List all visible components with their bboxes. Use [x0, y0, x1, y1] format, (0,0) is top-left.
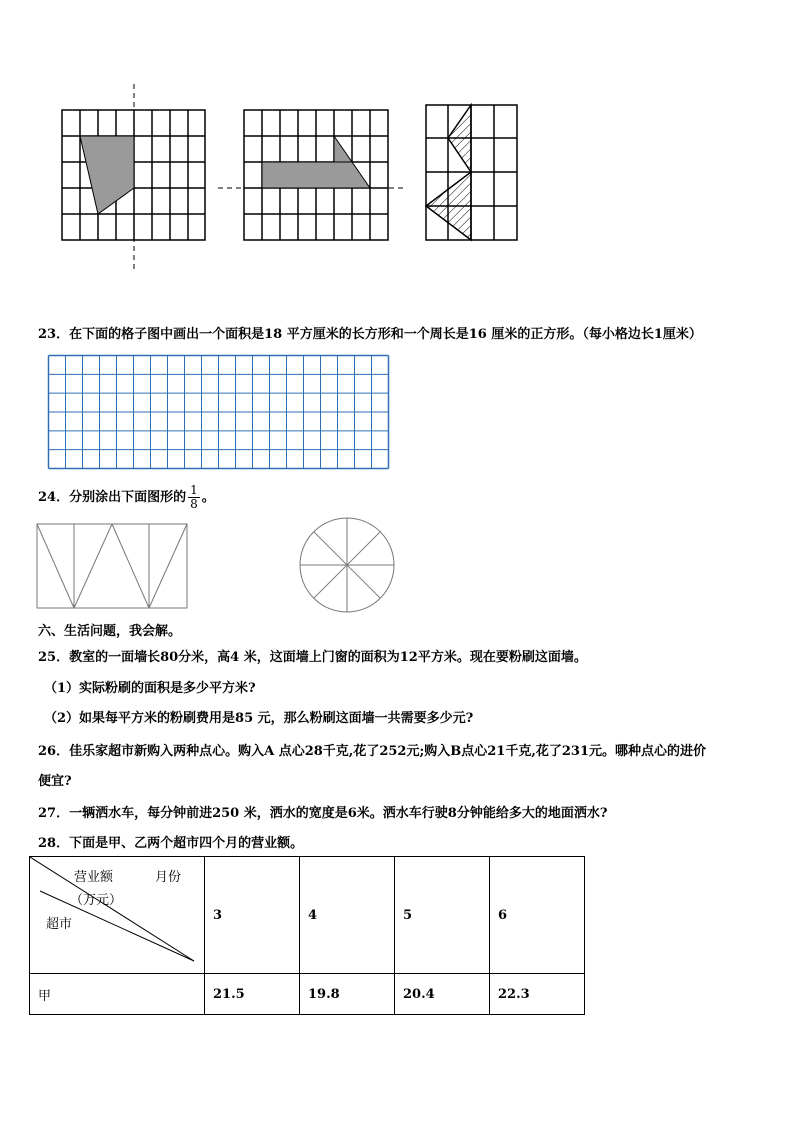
cell-value: 21.5: [205, 974, 300, 1015]
blue-grid-paper[interactable]: [47, 354, 391, 470]
section-6-title: 六、生活问题，我会解。: [38, 624, 182, 639]
question-23: 23．在下面的格子图中画出一个面积是18 平方厘米的长方形和一个周长是16 厘米的正方形。（每小格边长1厘米）: [38, 327, 702, 342]
half-shape-1: [80, 136, 134, 214]
question-26-continued: 便宜?: [38, 774, 72, 789]
triangle-rectangle-figure[interactable]: [36, 523, 188, 609]
question-24: 24．分别涂出下面图形的 $\frac{1}{8}$ 。: [38, 483, 215, 511]
month-header-5: 5: [395, 857, 490, 974]
question-25-part-1: （1）实际粉刷的面积是多少平方米?: [44, 681, 256, 696]
month-header-6: 6: [490, 857, 585, 974]
cell-value: 20.4: [395, 974, 490, 1015]
cell-value: 19.8: [300, 974, 395, 1015]
circle-eighths-figure[interactable]: [298, 516, 396, 614]
question-28: 28．下面是甲、乙两个超市四个月的营业额。: [38, 836, 304, 851]
question-25: 25．教室的一面墙长80分米，高4 米，这面墙上门窗的面积为12平方米。现在要粉刷这面墙。: [38, 650, 587, 665]
month-header-4: 4: [300, 857, 395, 974]
half-shape-2: [262, 162, 370, 188]
header-supermarket-label: 超市: [46, 917, 73, 932]
header-revenue-label: 营业额: [74, 870, 114, 885]
table-header-row: [30, 857, 585, 974]
cell-value: 22.3: [490, 974, 585, 1015]
question-25-part-2: （2）如果每平方米的粉刷费用是85 元，那么粉刷这面墙一共需要多少元?: [44, 711, 474, 726]
month-header-3: 3: [205, 857, 300, 974]
symmetry-figures: [0, 80, 794, 280]
question-27: 27．一辆洒水车，每分钟前进250 米，洒水的宽度是6米。洒水车行驶8分钟能给多大的地面洒水?: [38, 806, 608, 821]
fraction-one-eighth: $\frac{1}{8}$: [190, 483, 198, 511]
question-26: 26．佳乐家超市新购入两种点心。购入A 点心28千克,花了252元;购入B点心21千克,花了231元。哪种点心的进价: [38, 744, 706, 759]
diagonal-header-cell: [30, 857, 205, 974]
table-row: [30, 974, 585, 1015]
row-label-jia: 甲: [30, 974, 205, 1015]
hatched-shape-upper: [448, 105, 471, 172]
sales-table: [29, 856, 585, 1015]
header-month-label: 月份: [155, 870, 182, 885]
header-unit-label: （万元）: [70, 893, 123, 908]
